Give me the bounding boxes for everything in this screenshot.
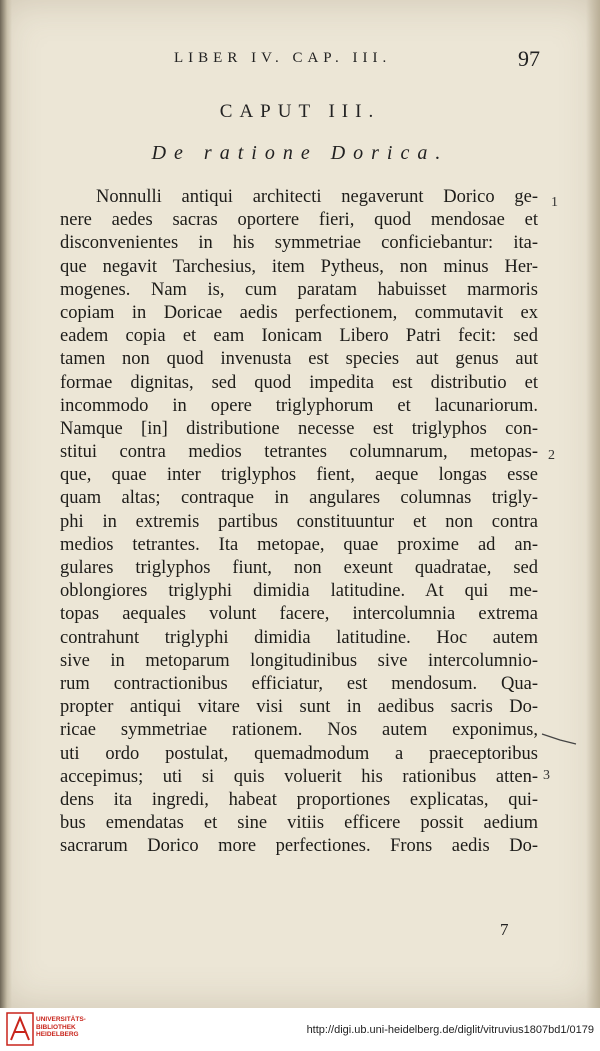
text-line: medios tetrantes. Ita metopae, quae proxime ad an- (60, 534, 538, 555)
text-line: que negavit Tarchesius, item Pytheus, non minus Her- (60, 256, 538, 277)
text-line: tamen non quod invenusta est species aut genus aut (60, 349, 538, 370)
text-line: bus emendatas et sine vitiis efficere possit aedium (60, 813, 538, 834)
chapter-title: CAPUT III. (219, 101, 381, 122)
text-line: que, quae inter triglyphos fient, aeque longas esse (60, 465, 538, 486)
margin-number-3: 3 (543, 768, 550, 783)
text-line: eadem copia et eam Ionicam Libero Patri fecit: sed (60, 326, 538, 347)
chapter-subtitle: De ratione Dorica. (151, 142, 449, 164)
text-line: disconvenientes in his symmetriae conficiebantur: ita- (60, 233, 538, 254)
text-line: contrahunt triglyphi dimidia latitudine. Hoc autem (60, 627, 538, 648)
text-line: ricae symmetriae rationem. Nos autem exponimus, (60, 720, 538, 741)
page-number: 97 (518, 46, 540, 71)
text-line: dens ita ingredi, habeat proportiones explicatas, qui- (60, 789, 538, 810)
signature-mark: 7 (500, 920, 509, 939)
text-line: incommodo in opere triglyphorum et lacunariorum. (60, 395, 538, 416)
text-line: sive in metoparum longitudinibus sive intercolumnio- (60, 650, 538, 671)
body-text (60, 186, 538, 858)
text-line: sacrarum Dorico more perfectiones. Frons aedis Do- (60, 836, 538, 857)
text-line: phi in extremis partibus constituuntur et non contra (60, 511, 538, 532)
text-line: Namque [in] distributione necesse est triglyphos con- (60, 418, 538, 439)
margin-number-1: 1 (551, 195, 558, 210)
running-title: LIBER IV. CAP. III. (174, 50, 392, 66)
margin-number-2: 2 (548, 448, 555, 463)
library-name (36, 1016, 86, 1039)
pencil-mark-icon (540, 728, 580, 748)
text-line: quam altas; contraque in angulares columnas trigly- (60, 488, 538, 509)
permalink-url[interactable]: http://digi.ub.uni-heidelberg.de/diglit/vitruvius1807bd1/0179 (306, 1024, 594, 1036)
university-library-logo-icon (6, 1012, 34, 1046)
text-line: Nonnulli antiqui architecti negaverunt Dorico ge- (96, 187, 538, 207)
text-line: stitui contra medios tetrantes columnarum, metopas- (60, 442, 538, 463)
text-line: accepimus; uti si quis voluerit his rationibus atten- (60, 766, 538, 787)
text-line: rum contractionibus efficiatur, est mendosum. Qua- (60, 673, 538, 694)
text-line: formae dignitas, sed quod impedita est distributio et (60, 372, 538, 393)
text-line: topas aequales volunt facere, intercolumnia extrema (60, 604, 538, 625)
text-line: propter antiqui vitare visi sunt in aedibus sacris Do- (60, 697, 538, 718)
text-line: gulares triglyphos fiunt, non exeunt quadratae, sed (60, 558, 538, 578)
text-line: mogenes. Nam is, cum paratam habuisset marmoris (60, 279, 538, 300)
text-line: copiam in Doricae aedis perfectionem, commutavit ex (60, 302, 538, 323)
running-header (170, 46, 540, 74)
text-line: nere aedes sacras oportere fieri, quod mendosae et (60, 210, 538, 231)
text-line: uti ordo postulat, quemadmodum a praeceptoribus (60, 743, 538, 764)
text-line: oblongiores triglyphi dimidia latitudine. At qui me- (60, 581, 538, 602)
library-name-text: UNIVERSITÄTS- BIBLIOTHEK HEIDELBERG (36, 1016, 86, 1038)
